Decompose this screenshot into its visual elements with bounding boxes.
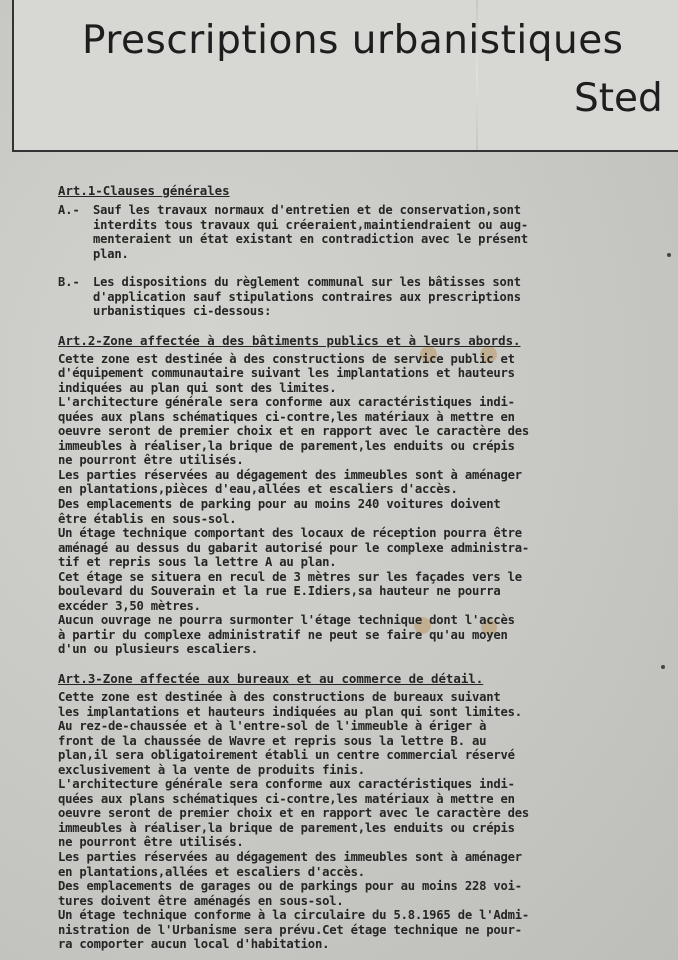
text-line: tures doivent être aménagés en sous-sol. xyxy=(58,893,344,908)
text-line: Aucun ouvrage ne pourra surmonter l'étage technique dont l'accès xyxy=(58,613,515,628)
text-line: Les dispositions du règlement communal sur les bâtisses sont xyxy=(93,275,521,289)
text-line: ra comporter aucun local d'habitation. xyxy=(58,937,330,952)
text-line: Les parties réservées au dégagement des immeubles sont à aménager xyxy=(58,850,522,864)
text-line: plan. xyxy=(93,246,129,261)
text-line: plan,il sera obligatoirement établi un centre commercial réservé xyxy=(58,748,515,763)
text-line: Au rez-de-chaussée et à l'entre-sol de l'immeuble à ériger à xyxy=(58,719,487,734)
text-line: excéder 3,50 mètres. xyxy=(58,598,201,613)
text-line: quées aux plans schématiques ci-contre,les matériaux à mettre en xyxy=(58,409,515,424)
text-line: être établis en sous-sol. xyxy=(58,511,237,526)
document-body xyxy=(58,183,658,952)
text-line: indiquées au plan qui sont des limites. xyxy=(58,380,337,395)
paragraph-marker: A.- xyxy=(58,203,80,217)
article-2-body xyxy=(58,352,658,657)
text-line: L'architecture générale sera conforme aux caractéristiques indi- xyxy=(58,777,515,792)
text-line: à partir du complexe administratif ne peut se faire qu'au moyen xyxy=(58,627,508,642)
title-line-1: Prescriptions urbanistiques xyxy=(82,18,624,63)
text-line: interdits tous travaux qui créeraient,maintiendraient ou aug- xyxy=(93,217,528,232)
text-line: en plantations,pièces d'eau,allées et escaliers d'accès. xyxy=(58,482,458,497)
text-line: oeuvre seront de premier choix et en rapport avec le caractère des xyxy=(58,806,530,821)
text-line: urbanistiques ci-dessous: xyxy=(93,304,272,318)
ink-dot xyxy=(661,665,665,669)
article-1-paragraph-a xyxy=(58,203,658,261)
text-line: Des emplacements de garages ou de parkings pour au moins 228 voi- xyxy=(58,879,522,894)
text-line: Un étage technique conforme à la circulaire du 5.8.1965 de l'Admi- xyxy=(58,908,530,923)
article-1-heading: Art.1-Clauses générales xyxy=(58,183,230,198)
text-line: ne pourront être utilisés. xyxy=(58,453,244,468)
text-line: Sauf les travaux normaux d'entretien et de conservation,sont xyxy=(93,203,521,217)
text-line: Cette zone est destinée à des constructions de bureaux suivant xyxy=(58,689,501,704)
text-line: immeubles à réaliser,la brique de parement,les enduits ou crépis xyxy=(58,438,515,453)
text-line: aménagé au dessus du gabarit autorisé pour le complexe administra- xyxy=(58,540,530,555)
article-3-body xyxy=(58,690,658,952)
article-1-paragraph-b xyxy=(58,275,658,319)
paragraph-marker: B.- xyxy=(58,275,80,289)
article-2-heading: Art.2-Zone affectée à des bâtiments publics et à leurs abords. xyxy=(58,332,521,348)
text-line: L'architecture générale sera conforme aux caractéristiques indi- xyxy=(58,395,515,410)
text-line: quées aux plans schématiques ci-contre,les matériaux à mettre en xyxy=(58,791,515,806)
text-line: d'équipement communautaire suivant les implantations et hauteurs xyxy=(58,366,515,381)
text-line: Un étage technique comportant des locaux de réception pourra être xyxy=(58,526,522,541)
text-line: boulevard du Souverain et la rue E.Idiers,sa hauteur ne pourra xyxy=(58,584,501,599)
text-line: d'un ou plusieurs escaliers. xyxy=(58,642,258,657)
text-line: menteraient un état existant en contradiction avec le présent xyxy=(93,232,528,246)
text-line: ne pourront être utilisés. xyxy=(58,835,244,850)
text-line: Des emplacements de parking pour au moins 240 voitures doivent xyxy=(58,496,501,511)
article-3-heading: Art.3-Zone affectée aux bureaux et au commerce de détail. xyxy=(58,670,484,686)
ink-dot xyxy=(667,253,671,257)
text-line: immeubles à réaliser,la brique de parement,les enduits ou crépis xyxy=(58,820,515,835)
text-line: les implantations et hauteurs indiquées au plan qui sont limites. xyxy=(58,704,522,719)
text-line: oeuvre seront de premier choix et en rapport avec le caractère des xyxy=(58,424,530,439)
text-line: exclusivement à la vente de produits finis. xyxy=(58,762,365,777)
text-line: tif et repris sous la lettre A au plan. xyxy=(58,555,337,570)
text-line: nistration de l'Urbanisme sera prévu.Cet étage technique ne pour- xyxy=(58,922,522,937)
title-line-2: Sted xyxy=(574,76,663,121)
text-line: Les parties réservées au dégagement des immeubles sont à aménager xyxy=(58,467,522,482)
text-line: Cet étage se situera en recul de 3 mètres sur les façades vers le xyxy=(58,569,522,584)
text-line: en plantations,allées et escaliers d'accès. xyxy=(58,864,365,879)
text-line: Cette zone est destinée à des constructions de service public et xyxy=(58,351,515,366)
text-line: d'application sauf stipulations contraires aux prescriptions xyxy=(93,289,521,304)
text-line: front de la chaussée de Wavre et repris sous la lettre B. au xyxy=(58,733,487,748)
